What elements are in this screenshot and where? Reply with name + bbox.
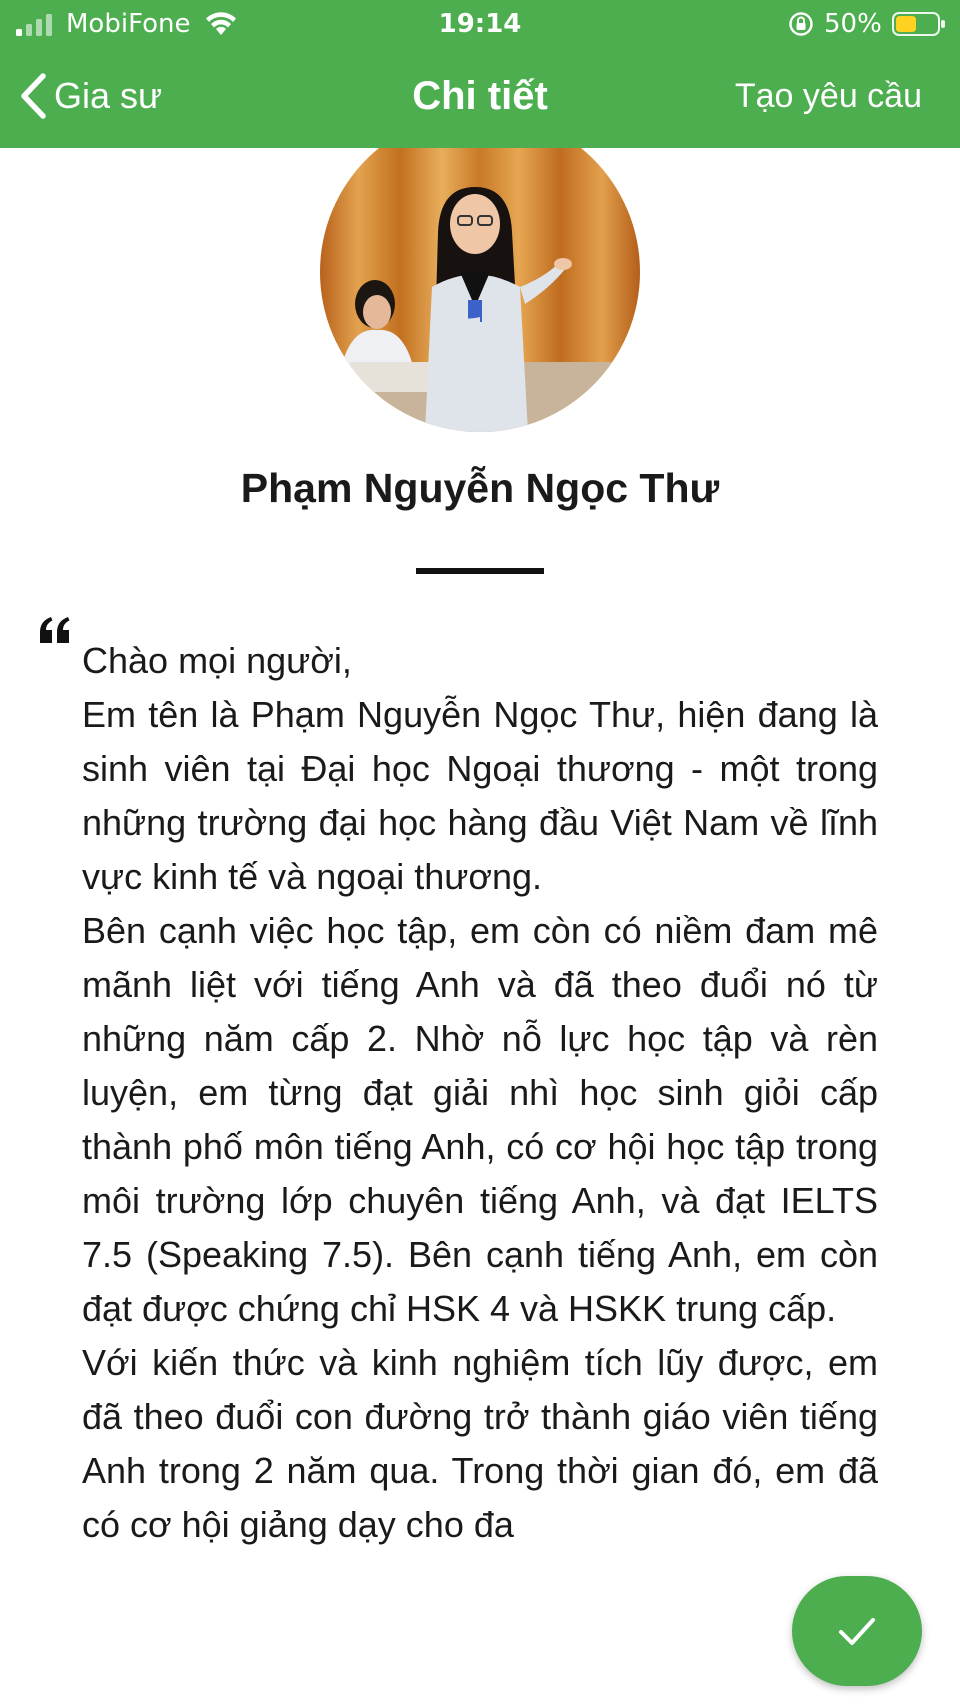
- back-button-label: Gia sư: [54, 75, 163, 116]
- chevron-left-icon: [18, 72, 48, 120]
- carrier-name: MobiFone: [66, 9, 191, 39]
- create-request-button[interactable]: Tạo yêu cầu: [734, 77, 922, 115]
- avatar-photo: [320, 112, 640, 432]
- battery-percent: 50%: [824, 9, 882, 39]
- page-title: Chi tiết: [412, 74, 548, 118]
- navigation-bar: [0, 48, 960, 148]
- battery-icon: [892, 12, 946, 36]
- avatar: [320, 112, 640, 432]
- bio-paragraph: Với kiến thức và kinh nghiệm tích lũy được, em đã theo đuổi con đường trở thành giáo viên tiếng Anh trong 2 năm qua. Trong thời gian đó, em đã có cơ hội giảng dạy cho đa: [82, 1342, 878, 1545]
- status-bar: [0, 0, 960, 48]
- quote-icon: [38, 616, 72, 644]
- back-button[interactable]: [18, 68, 162, 124]
- orientation-lock-icon: [788, 11, 814, 37]
- app-header: [0, 0, 960, 148]
- name-divider: [416, 568, 544, 574]
- bio-paragraph: Chào mọi người,: [82, 640, 352, 681]
- bio-paragraph: Em tên là Phạm Nguyễn Ngọc Thư, hiện đang là sinh viên tại Đại học Ngoại thương - một trong những trường đại học hàng đầu Việt Nam về lĩnh vực kinh tế và ngoại thương.: [82, 694, 878, 897]
- bio-paragraph: Bên cạnh việc học tập, em còn có niềm đam mê mãnh liệt với tiếng Anh và đã theo đuổi nó từ những năm cấp 2. Nhờ nỗ lực học tập và rèn luyện, em từng đạt giải nhì học sinh giỏi cấp thành phố môn tiếng Anh, có cơ hội học tập trong môi trường lớp chuyên tiếng Anh, và đạt IELTS 7.5 (Speaking 7.5). Bên cạnh tiếng Anh, em còn đạt được chứng chỉ HSK 4 và HSKK trung cấp.: [82, 910, 878, 1329]
- confirm-fab-button[interactable]: [792, 1576, 922, 1686]
- checkmark-icon: [835, 1609, 879, 1653]
- tutor-bio: [82, 634, 878, 1552]
- tutor-name: Phạm Nguyễn Ngọc Thư: [240, 465, 720, 511]
- status-time: 19:14: [438, 9, 522, 39]
